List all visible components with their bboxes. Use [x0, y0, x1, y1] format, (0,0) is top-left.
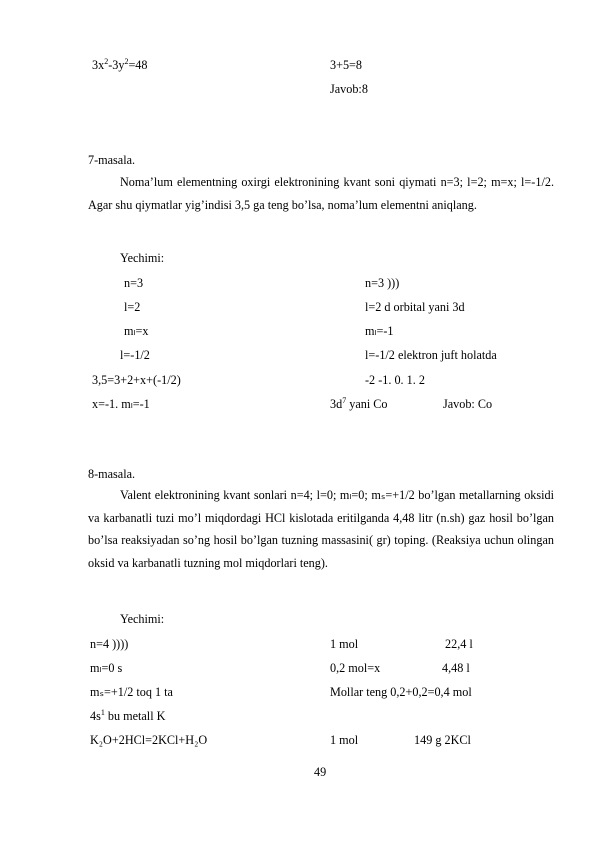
- task8-equation: K₂O+2HCl=2KCl+H₂O: [90, 733, 208, 747]
- equation-top-left: $3x^2-3y^2=48$: [92, 56, 148, 72]
- task8-right-value: 22,4 l: [445, 637, 473, 651]
- task7-right-row: l=-1/2 elektron juft holatda: [365, 348, 497, 362]
- task7-solution-label: Yechimi:: [120, 251, 165, 265]
- task7-right-row: mₗ=-1: [365, 324, 394, 338]
- task8-left-row: mₗ=0 s: [90, 661, 123, 675]
- task7-right-row: n=3 ))): [365, 276, 400, 290]
- task8-right-row: 1 mol: [330, 733, 359, 747]
- task7-right-row: l=2 d orbital yani 3d: [365, 300, 465, 314]
- task8-right-value: 149 g 2KCl: [414, 733, 471, 747]
- task7-left-row: x=-1. mₗ=-1: [92, 397, 150, 411]
- task8-right-value: 4,48 l: [442, 661, 470, 675]
- task8-right-row: 0,2 mol=x: [330, 661, 381, 675]
- task7-left-row: l=-1/2: [120, 348, 150, 362]
- task7-left-row: mₗ=x: [124, 324, 149, 338]
- task8-right-row: Mollar teng 0,2+0,2=0,4 mol: [330, 685, 472, 699]
- task8-left-row: mₛ=+1/2 toq 1 ta: [90, 685, 173, 699]
- task7-result: $3d^7$ yani Co: [330, 395, 388, 411]
- task7-left-row: l=2: [124, 300, 141, 314]
- task8-right-row: 1 mol: [330, 637, 359, 651]
- task8-title: 8-masala.: [88, 467, 136, 481]
- task8-config: $4s^1$ bu metall K: [90, 707, 166, 723]
- equation-top-right: 3+5=8: [330, 58, 363, 72]
- task7-answer: Javob: Co: [443, 397, 493, 411]
- task8-left-row: n=4 )))): [90, 637, 129, 651]
- task7-title: 7-masala.: [88, 153, 136, 167]
- task7-paragraph: Noma’lum elementning oxirgi elektronining kvant soni qiymati n=3; l=2; m=x; l=-1/2. Agar shu qiymatlar yig’indisi 3,5 ga teng bo’lsa, noma’lum elementni aniqlang.: [88, 175, 554, 212]
- task7-left-row: 3,5=3+2+x+(-1/2): [92, 373, 181, 387]
- answer-top: Javob:8: [330, 82, 368, 96]
- page-number: 49: [314, 765, 327, 779]
- task7-left-row: n=3: [124, 276, 144, 290]
- task7-right-row: -2 -1. 0. 1. 2: [365, 373, 425, 387]
- task8-solution-label: Yechimi:: [120, 612, 165, 626]
- task8-paragraph: Valent elektronining kvant sonlari n=4; l=0; mₗ=0; mₛ=+1/2 bo’lgan metallarning oksidi va karbanatli tuzi mo’l miqdordagi HCl kislotada eritilganda 4,48 litr (n.sh) gaz hosil bo’lgan bo’lsa reaksiyadan so’ng hosil bo’lgan tuzning massasini( gr) toping. (Reaksiya uchun olingan oksid va karbanatli tuzning mol miqdorlari teng).: [88, 488, 554, 570]
